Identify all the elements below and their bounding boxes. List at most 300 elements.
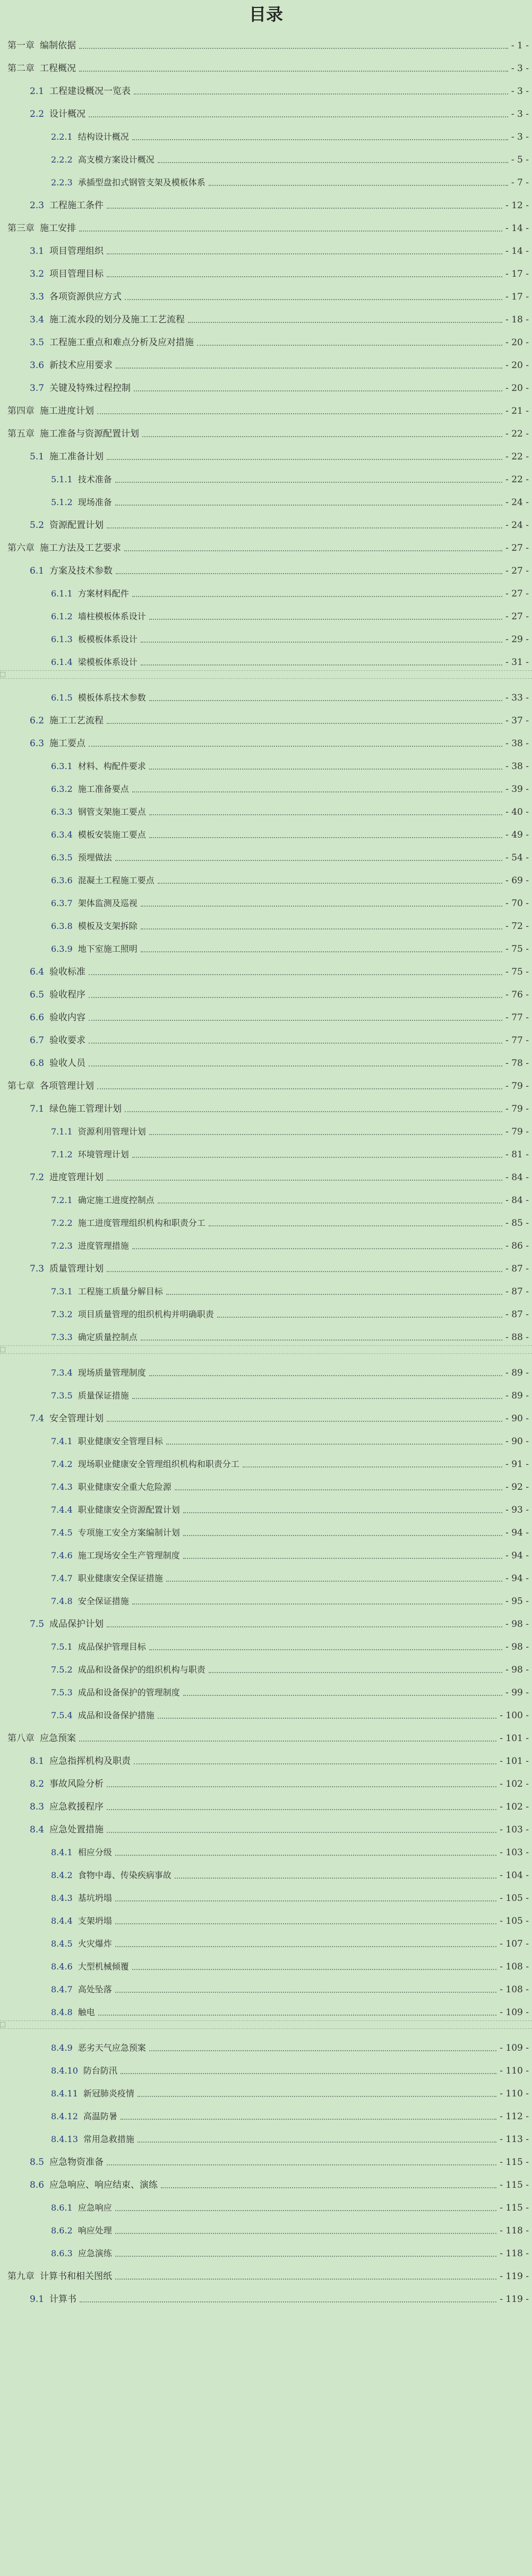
toc-entry-title: 板模板体系设计 — [78, 634, 138, 644]
toc-entry-page: - 98 - — [505, 1642, 529, 1652]
toc-entry-number: 7.2.2 — [51, 1218, 73, 1228]
dot-leader — [115, 860, 502, 861]
toc-entry[interactable] — [0, 1046, 532, 1069]
dot-leader — [121, 2119, 496, 2120]
dot-leader — [107, 459, 502, 460]
toc-entry[interactable] — [0, 2191, 532, 2214]
toc-entry-page: - 115 - — [500, 2157, 529, 2168]
toc-entry-number: 6.3.8 — [51, 921, 73, 931]
toc-entry-title: 应急物资准备 — [49, 2157, 104, 2168]
toc-entry-title: 编制依据 — [40, 40, 76, 51]
dot-leader — [243, 1466, 502, 1468]
toc-entry[interactable] — [0, 29, 532, 52]
toc-entry-number: 7.2.1 — [51, 1195, 73, 1205]
toc-entry[interactable] — [0, 1001, 532, 1023]
dot-leader — [80, 2301, 496, 2302]
toc-entry-title: 验收程序 — [49, 990, 86, 1000]
toc-entry-number: 3.3 — [30, 292, 45, 302]
toc-entry[interactable] — [0, 2259, 532, 2282]
toc-entry-number: 第六章 — [7, 543, 35, 553]
toc-entry-page: - 119 - — [500, 2271, 529, 2282]
dot-leader — [149, 619, 502, 620]
toc-entry[interactable] — [0, 978, 532, 1001]
toc-entry[interactable] — [0, 1320, 532, 1343]
dot-leader — [107, 208, 502, 209]
toc-entry[interactable] — [0, 1881, 532, 1904]
toc-entry[interactable] — [0, 1744, 532, 1767]
toc-entry-page: - 118 - — [500, 2248, 529, 2259]
dot-leader — [89, 746, 502, 747]
toc-entry[interactable] — [0, 371, 532, 394]
toc-entry-page: - 112 - — [500, 2111, 529, 2122]
toc-entry-title: 材料、构配件要求 — [78, 761, 146, 771]
toc-entry-page: - 87 - — [505, 1309, 529, 1320]
dot-leader — [132, 1603, 502, 1605]
toc-entry-page: - 119 - — [500, 2294, 529, 2305]
toc-entry[interactable] — [0, 143, 532, 166]
toc-entry-number: 8.4.6 — [51, 1961, 73, 1972]
toc-entry-title: 进度管理计划 — [49, 1172, 104, 1183]
toc-entry[interactable] — [0, 1858, 532, 1881]
toc-entry[interactable] — [0, 1275, 532, 1298]
toc-entry[interactable] — [0, 1470, 532, 1493]
toc-entry[interactable] — [0, 2214, 532, 2237]
toc-entry[interactable] — [0, 841, 532, 864]
toc-entry-number: 第二章 — [7, 63, 35, 74]
toc-entry-number: 8.1 — [30, 1756, 45, 1767]
toc-entry[interactable] — [0, 1023, 532, 1046]
toc-entry[interactable] — [0, 2077, 532, 2100]
toc-entry-number: 6.3.1 — [51, 761, 73, 771]
toc-entry-number: 6.6 — [30, 1012, 45, 1023]
toc-entry-page: - 14 - — [505, 246, 529, 257]
toc-entry-title: 结构设计概况 — [78, 132, 129, 142]
toc-entry-number: 第五章 — [7, 429, 35, 439]
dot-leader — [209, 1672, 502, 1673]
dot-leader — [116, 368, 502, 369]
toc-entry-page: - 20 - — [505, 383, 529, 394]
toc-entry[interactable] — [0, 74, 532, 97]
toc-entry-page: - 94 - — [505, 1573, 529, 1584]
toc-entry-page: - 92 - — [505, 1482, 529, 1492]
toc-entry[interactable] — [0, 485, 532, 508]
toc-entry-title: 应急演练 — [78, 2248, 112, 2258]
toc-entry-number: 7.5.3 — [51, 1687, 73, 1698]
dot-leader — [132, 1157, 502, 1158]
toc-entry-number: 6.1.2 — [51, 611, 73, 621]
toc-entry-title: 工程概况 — [40, 63, 76, 74]
toc-entry-number: 7.4 — [30, 1413, 45, 1424]
toc-entry-title: 预埋做法 — [78, 852, 112, 863]
toc-entry[interactable] — [0, 1721, 532, 1744]
toc-entry-page: - 20 - — [505, 337, 529, 348]
toc-entry[interactable] — [0, 1356, 532, 1379]
page-break-divider — [0, 1345, 532, 1354]
toc-entry-title: 验收要求 — [49, 1035, 86, 1046]
toc-entry[interactable] — [0, 52, 532, 74]
toc-entry[interactable] — [0, 622, 532, 645]
toc-entry-title: 职业健康安全保证措施 — [78, 1573, 163, 1583]
toc-entry[interactable] — [0, 1447, 532, 1470]
dot-leader — [97, 413, 502, 414]
dot-leader — [134, 93, 508, 95]
toc-entry[interactable] — [0, 440, 532, 463]
dot-leader — [138, 2142, 496, 2143]
toc-entry-number: 7.4.3 — [51, 1482, 73, 1492]
toc-entry[interactable] — [0, 257, 532, 280]
toc-entry-number: 7.1.2 — [51, 1149, 73, 1159]
toc-entry[interactable] — [0, 166, 532, 189]
toc-entry[interactable] — [0, 1927, 532, 1950]
toc-entry-number: 7.1 — [30, 1104, 45, 1114]
toc-entry-title: 墙柱模板体系设计 — [78, 611, 146, 621]
toc-entry[interactable] — [0, 1206, 532, 1229]
toc-entry[interactable] — [0, 2031, 532, 2054]
toc-entry-title: 钢管支架施工要点 — [78, 807, 146, 817]
toc-entry[interactable] — [0, 1425, 532, 1447]
toc-entry-page: - 3 - — [511, 86, 529, 97]
toc-entry-title: 混凝土工程施工要点 — [78, 875, 155, 885]
toc-entry-title: 相应分级 — [78, 1847, 112, 1857]
toc-entry[interactable] — [0, 1138, 532, 1161]
dot-leader — [89, 997, 502, 998]
toc-entry-number: 8.4.3 — [51, 1893, 73, 1903]
toc-entry[interactable] — [0, 280, 532, 303]
toc-entry-page: - 20 - — [505, 360, 529, 371]
toc-entry-title: 安全保证措施 — [78, 1596, 129, 1606]
toc-entry[interactable] — [0, 932, 532, 955]
toc-entry-number: 3.5 — [30, 337, 45, 348]
toc-entry-page: - 77 - — [505, 1012, 529, 1023]
toc-entry[interactable] — [0, 1229, 532, 1252]
dot-leader — [115, 2256, 497, 2257]
toc-entry-page: - 108 - — [500, 1961, 529, 1972]
toc-entry-page: - 95 - — [505, 1596, 529, 1607]
toc-entry-page: - 115 - — [500, 2180, 529, 2190]
dot-leader — [149, 1375, 502, 1376]
dot-leader — [132, 1248, 502, 1249]
toc-entry[interactable] — [0, 1676, 532, 1699]
dot-leader — [132, 139, 508, 140]
toc-entry-title: 方案及技术参数 — [49, 566, 113, 576]
dot-leader — [121, 2073, 496, 2074]
dot-leader — [124, 550, 502, 551]
toc-entry[interactable] — [0, 2054, 532, 2077]
toc-entry-number: 7.3.2 — [51, 1309, 73, 1319]
toc-entry-number: 6.3 — [30, 738, 45, 749]
toc-entry[interactable] — [0, 97, 532, 120]
toc-entry-title: 计算书 — [49, 2294, 77, 2305]
toc-entry-title: 新冠肺炎疫情 — [83, 2088, 134, 2099]
toc-entry[interactable] — [0, 2122, 532, 2145]
toc-entry[interactable] — [0, 1653, 532, 1676]
toc-entry-title: 新技术应用要求 — [49, 360, 113, 371]
toc-entry-number: 2.1 — [30, 86, 45, 97]
toc-entry-page: - 78 - — [505, 1058, 529, 1069]
toc-entry[interactable] — [0, 211, 532, 234]
dot-leader — [79, 231, 502, 232]
toc-entry[interactable] — [0, 1115, 532, 1138]
dot-leader — [125, 1111, 502, 1112]
toc-entry-title: 项目管理组织 — [49, 246, 104, 257]
toc-entry-title: 成品和设备保护措施 — [78, 1710, 155, 1720]
toc-entry-page: - 94 - — [505, 1550, 529, 1561]
toc-entry-title: 职业健康安全资源配置计划 — [78, 1505, 180, 1515]
toc-entry[interactable] — [0, 600, 532, 622]
dot-leader — [149, 2050, 497, 2051]
toc-entry[interactable] — [0, 2282, 532, 2305]
dot-leader — [107, 723, 502, 724]
toc-entry[interactable] — [0, 864, 532, 886]
toc-entry-page: - 102 - — [500, 1779, 529, 1789]
toc-entry[interactable] — [0, 1183, 532, 1206]
toc-entry[interactable] — [0, 645, 532, 668]
toc-entry[interactable] — [0, 1790, 532, 1813]
toc-entry-number: 5.1.1 — [51, 474, 73, 484]
toc-entry-number: 7.4.2 — [51, 1459, 73, 1469]
dot-leader — [141, 906, 502, 907]
dot-leader — [158, 162, 508, 163]
toc-entry[interactable] — [0, 348, 532, 371]
toc-entry[interactable] — [0, 508, 532, 531]
toc-entry[interactable] — [0, 909, 532, 932]
toc-entry-page: - 38 - — [505, 738, 529, 749]
dot-leader — [107, 253, 502, 254]
toc-entry-page: - 90 - — [505, 1436, 529, 1447]
dot-leader — [149, 837, 502, 838]
toc-entry[interactable] — [0, 1402, 532, 1425]
toc-entry-title: 模板体系技术参数 — [78, 693, 146, 703]
toc-entry[interactable] — [0, 1161, 532, 1183]
toc-entry-page: - 102 - — [500, 1802, 529, 1812]
dot-leader — [188, 322, 502, 323]
toc-entry-title: 施工现场安全生产管理制度 — [78, 1550, 180, 1560]
toc-entry[interactable] — [0, 417, 532, 440]
toc-entry-page: - 76 - — [505, 990, 529, 1000]
dot-leader — [89, 116, 508, 117]
toc-entry-title: 验收标准 — [49, 967, 86, 977]
toc-entry-number: 7.4.5 — [51, 1528, 73, 1538]
toc-entry-page: - 33 - — [505, 693, 529, 703]
toc-entry-title: 梁模板体系设计 — [78, 657, 138, 667]
toc-entry[interactable] — [0, 463, 532, 485]
toc-entry-title: 专项施工安全方案编制计划 — [78, 1528, 180, 1538]
toc-entry[interactable] — [0, 394, 532, 417]
toc-entry-title: 模板及支架拆除 — [78, 921, 138, 931]
toc-entry[interactable] — [0, 1069, 532, 1092]
toc-entry-number: 8.4.12 — [51, 2111, 78, 2121]
toc-entry[interactable] — [0, 2237, 532, 2259]
dot-leader — [166, 1581, 502, 1582]
toc-entry-page: - 87 - — [505, 1286, 529, 1297]
toc-entry-title: 施工要点 — [49, 738, 86, 749]
toc-entry-page: - 69 - — [505, 875, 529, 886]
toc-entry[interactable] — [0, 1298, 532, 1320]
toc-entry-page: - 24 - — [505, 497, 529, 508]
page-title: 目录 — [248, 4, 283, 24]
toc-entry-page: - 107 - — [500, 1939, 529, 1949]
toc-entry-title: 施工进度计划 — [40, 406, 94, 416]
toc-entry-page: - 101 - — [500, 1756, 529, 1767]
dot-leader — [98, 2015, 497, 2016]
toc-entry[interactable] — [0, 1516, 532, 1539]
dot-leader — [149, 700, 502, 701]
dot-leader — [166, 1294, 502, 1295]
toc-entry-page: - 29 - — [505, 634, 529, 645]
toc-entry[interactable] — [0, 1493, 532, 1516]
toc-entry-title: 项目管理目标 — [49, 269, 104, 279]
toc-entry[interactable] — [0, 1973, 532, 1995]
toc-entry[interactable] — [0, 955, 532, 978]
toc-entry[interactable] — [0, 303, 532, 326]
toc-entry[interactable] — [0, 189, 532, 211]
toc-entry-number: 2.2.1 — [51, 132, 73, 142]
toc-entry-number: 8.5 — [30, 2157, 45, 2168]
toc-entry[interactable] — [0, 531, 532, 554]
toc-entry[interactable] — [0, 1607, 532, 1630]
toc-entry-title: 验收人员 — [49, 1058, 86, 1069]
toc-entry[interactable] — [0, 1836, 532, 1858]
toc-entry[interactable] — [0, 1252, 532, 1275]
toc-entry[interactable] — [0, 1539, 532, 1562]
toc-entry-page: - 101 - — [500, 1733, 529, 1744]
toc-entry-page: - 79 - — [505, 1104, 529, 1114]
toc-entry-number: 6.1.1 — [51, 588, 73, 599]
toc-entry-page: - 88 - — [505, 1332, 529, 1343]
toc-entry-page: - 85 - — [505, 1218, 529, 1229]
toc-entry[interactable] — [0, 681, 532, 704]
toc-entry-page: - 104 - — [500, 1870, 529, 1881]
toc-entry[interactable] — [0, 1767, 532, 1790]
toc-entry-number: 第九章 — [7, 2271, 35, 2282]
dot-leader — [89, 974, 502, 975]
toc-entry-number: 6.5 — [30, 990, 45, 1000]
toc-entry-page: - 113 - — [500, 2134, 529, 2145]
toc-entry-title: 现场质量管理制度 — [78, 1368, 146, 1378]
dot-leader — [175, 1489, 502, 1490]
toc-list — [0, 29, 532, 2305]
toc-entry[interactable] — [0, 1950, 532, 1973]
toc-entry-title: 模板安装施工要点 — [78, 830, 146, 840]
toc-entry[interactable] — [0, 1699, 532, 1721]
toc-entry-page: - 27 - — [505, 588, 529, 599]
toc-entry[interactable] — [0, 1995, 532, 2018]
toc-entry[interactable] — [0, 120, 532, 143]
toc-entry-page: - 100 - — [500, 1710, 529, 1721]
toc-entry-page: - 1 - — [511, 40, 529, 51]
dot-leader — [132, 1398, 502, 1399]
toc-entry-page: - 105 - — [500, 1916, 529, 1926]
dot-leader — [142, 436, 502, 437]
toc-entry-title: 施工方法及工艺要求 — [40, 543, 121, 553]
dot-leader — [166, 1444, 502, 1445]
toc-entry-number: 7.5.2 — [51, 1665, 73, 1675]
toc-entry[interactable] — [0, 2100, 532, 2122]
toc-entry[interactable] — [0, 234, 532, 257]
toc-entry-page: - 86 - — [505, 1241, 529, 1251]
toc-entry-number: 7.2.3 — [51, 1241, 73, 1251]
toc-entry-title: 设计概况 — [49, 109, 86, 120]
toc-entry[interactable] — [0, 818, 532, 841]
toc-entry-title: 施工工艺流程 — [49, 715, 104, 726]
toc-entry-title: 应急响应 — [78, 2203, 112, 2213]
toc-entry[interactable] — [0, 886, 532, 909]
toc-entry-title: 职业健康安全管理目标 — [78, 1436, 163, 1446]
toc-entry-title: 进度管理措施 — [78, 1241, 129, 1251]
toc-entry[interactable] — [0, 326, 532, 348]
toc-entry[interactable] — [0, 577, 532, 600]
toc-entry-number: 7.4.1 — [51, 1436, 73, 1446]
dot-leader — [107, 1180, 502, 1181]
toc-entry-title: 应急指挥机构及职责 — [49, 1756, 131, 1767]
toc-entry[interactable] — [0, 554, 532, 577]
toc-entry-page: - 98 - — [505, 1665, 529, 1675]
dot-leader — [89, 1065, 502, 1067]
toc-entry[interactable] — [0, 1562, 532, 1584]
toc-entry-page: - 18 - — [505, 314, 529, 325]
toc-entry[interactable] — [0, 1584, 532, 1607]
toc-entry-page: - 105 - — [500, 1893, 529, 1904]
toc-entry-page: - 91 - — [505, 1459, 529, 1470]
toc-entry-number: 8.6.2 — [51, 2225, 73, 2236]
toc-entry-title: 技术准备 — [78, 474, 112, 484]
toc-entry-page: - 93 - — [505, 1505, 529, 1515]
dot-leader — [141, 664, 502, 666]
toc-entry-page: - 27 - — [505, 611, 529, 622]
toc-entry[interactable] — [0, 749, 532, 772]
toc-entry[interactable] — [0, 772, 532, 795]
toc-entry-page: - 3 - — [511, 132, 529, 142]
toc-entry-title: 各项资源供应方式 — [49, 292, 122, 302]
toc-entry-page: - 110 - — [500, 2066, 529, 2076]
toc-entry-number: 6.3.2 — [51, 784, 73, 794]
toc-entry[interactable] — [0, 2145, 532, 2168]
toc-entry[interactable] — [0, 704, 532, 727]
dot-leader — [107, 1421, 502, 1422]
toc-entry-page: - 27 - — [505, 566, 529, 576]
dot-leader — [107, 1786, 496, 1787]
toc-entry-page: - 72 - — [505, 921, 529, 932]
dot-leader — [115, 1992, 497, 1993]
toc-entry-title: 应急处置措施 — [49, 1824, 104, 1835]
toc-entry[interactable] — [0, 727, 532, 749]
dot-leader — [107, 527, 502, 528]
toc-entry-title: 成品和设备保护的管理制度 — [78, 1687, 180, 1698]
toc-entry[interactable] — [0, 1092, 532, 1115]
toc-entry[interactable] — [0, 2168, 532, 2191]
toc-entry-title: 常用急救措施 — [83, 2134, 134, 2144]
toc-entry-number: 7.4.4 — [51, 1505, 73, 1515]
dot-leader — [158, 883, 502, 884]
toc-entry[interactable] — [0, 1904, 532, 1927]
toc-entry[interactable] — [0, 1630, 532, 1653]
toc-entry-title: 计算书和相关图纸 — [40, 2271, 112, 2282]
toc-entry-title: 大型机械倾覆 — [78, 1961, 129, 1972]
dot-leader — [79, 71, 508, 72]
toc-entry-page: - 3 - — [511, 109, 529, 120]
dot-leader — [107, 1832, 496, 1833]
toc-entry[interactable] — [0, 1813, 532, 1836]
toc-entry-number: 6.7 — [30, 1035, 45, 1046]
toc-entry-title: 防台防汛 — [83, 2066, 117, 2076]
toc-entry-title: 基坑坍塌 — [78, 1893, 112, 1903]
toc-entry[interactable] — [0, 1379, 532, 1402]
dot-leader — [125, 299, 502, 300]
toc-entry[interactable] — [0, 795, 532, 818]
toc-entry-title: 成品保护计划 — [49, 1619, 104, 1630]
toc-entry-page: - 87 - — [505, 1264, 529, 1274]
toc-entry-title: 应急响应、响应结束、演练 — [49, 2180, 158, 2190]
